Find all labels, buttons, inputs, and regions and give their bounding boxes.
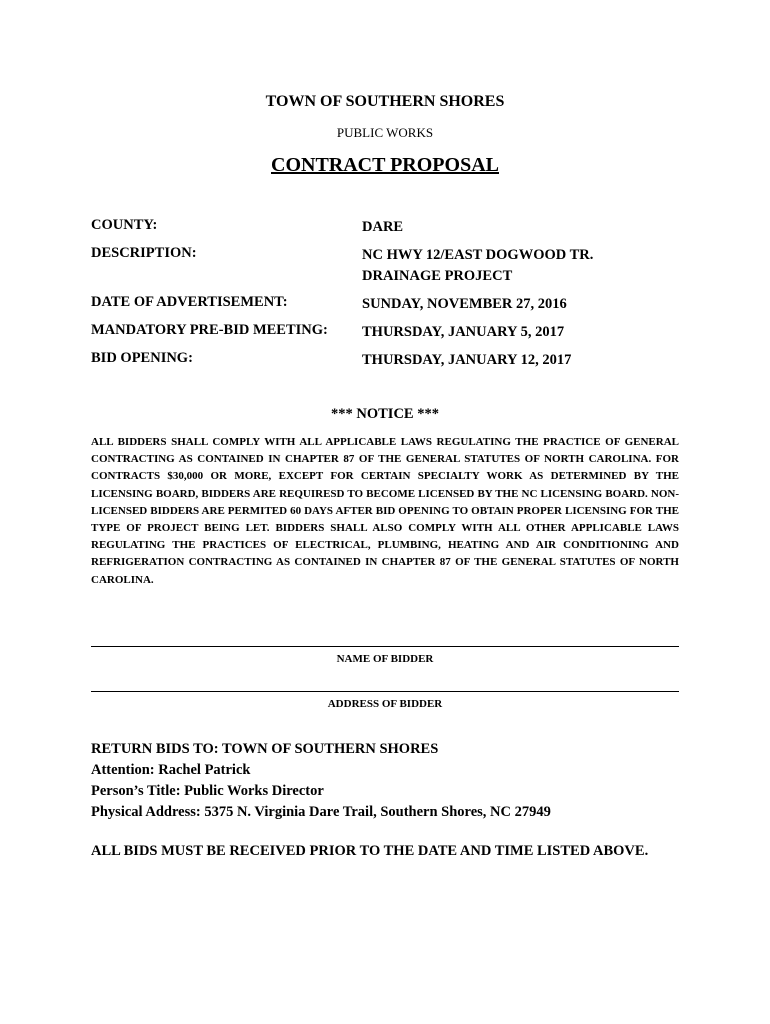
return-bids-block [91, 739, 711, 823]
address-of-bidder-caption: ADDRESS OF BIDDER [327, 698, 443, 710]
field-label: DATE OF ADVERTISEMENT: [91, 294, 288, 310]
name-of-bidder-line [91, 646, 679, 647]
return-attention: Attention: Rachel Patrick [91, 762, 251, 778]
notice-text: ALL BIDDERS SHALL COMPLY WITH ALL APPLICABLE LAWS REGULATING THE PRACTICE OF GENERAL CONTRACTING AS CONTAINED IN CHAPTER 87 OF THE GENERAL STATUTES OF NORTH CAROLINA. FOR CONTRACTS $30,000 OR MORE, EXCEPT FOR CERTAIN SPECIALTY WORK AS DETERMINED BY THE LICENSING BOARD, BIDDERS ARE REQUIRESD TO BECOME LICENSED BY THE NC LICENSING BOARD. NON-LICENSED BIDDERS ARE PERMITED 60 DAYS AFTER BID OPENING TO OBTAIN PROPER LICENSING FOR THE TYPE OF PROJECT BEING LET. BIDDERS SHALL ALSO COMPLY WITH ALL OTHER APPLICABLE LAWS REGULATING THE PRACTICES OF ELECTRICAL, PLUMBING, HEATING AND AIR CONDITIONING AND REFRIGERATION CONTRACTING AS CONTAINED IN CHAPTER 87 OF THE GENERAL STATUTES OF NORTH CAROLINA. [91, 436, 679, 586]
field-value: THURSDAY, JANUARY 5, 2017 [362, 324, 565, 340]
name-of-bidder-caption: NAME OF BIDDER [336, 653, 434, 665]
field-value: DARE [362, 219, 404, 235]
department-name: PUBLIC WORKS [336, 125, 434, 140]
return-physical-address: Physical Address: 5375 N. Virginia Dare Trail, Southern Shores, NC 27949 [91, 804, 551, 820]
field-label: COUNTY: [91, 217, 158, 233]
field-label: BID OPENING: [91, 350, 193, 366]
final-statement: ALL BIDS MUST BE RECEIVED PRIOR TO THE DATE AND TIME LISTED ABOVE. [91, 843, 649, 859]
field-label: DESCRIPTION: [91, 245, 197, 261]
address-of-bidder-line [91, 691, 679, 692]
return-person-title: Person’s Title: Public Works Director [91, 783, 324, 799]
field-value: SUNDAY, NOVEMBER 27, 2016 [362, 296, 567, 312]
field-value: THURSDAY, JANUARY 12, 2017 [362, 352, 572, 368]
description-line-2: DRAINAGE PROJECT [362, 268, 513, 284]
town-name: TOWN OF SOUTHERN SHORES [265, 93, 505, 110]
description-line-1: NC HWY 12/EAST DOGWOOD TR. [362, 247, 594, 263]
document-title: CONTRACT PROPOSAL [271, 154, 499, 176]
field-label: MANDATORY PRE-BID MEETING: [91, 322, 328, 338]
notice-title: *** NOTICE *** [331, 406, 439, 422]
return-bids-to: RETURN BIDS TO: TOWN OF SOUTHERN SHORES [91, 741, 439, 757]
field-value [362, 245, 593, 287]
